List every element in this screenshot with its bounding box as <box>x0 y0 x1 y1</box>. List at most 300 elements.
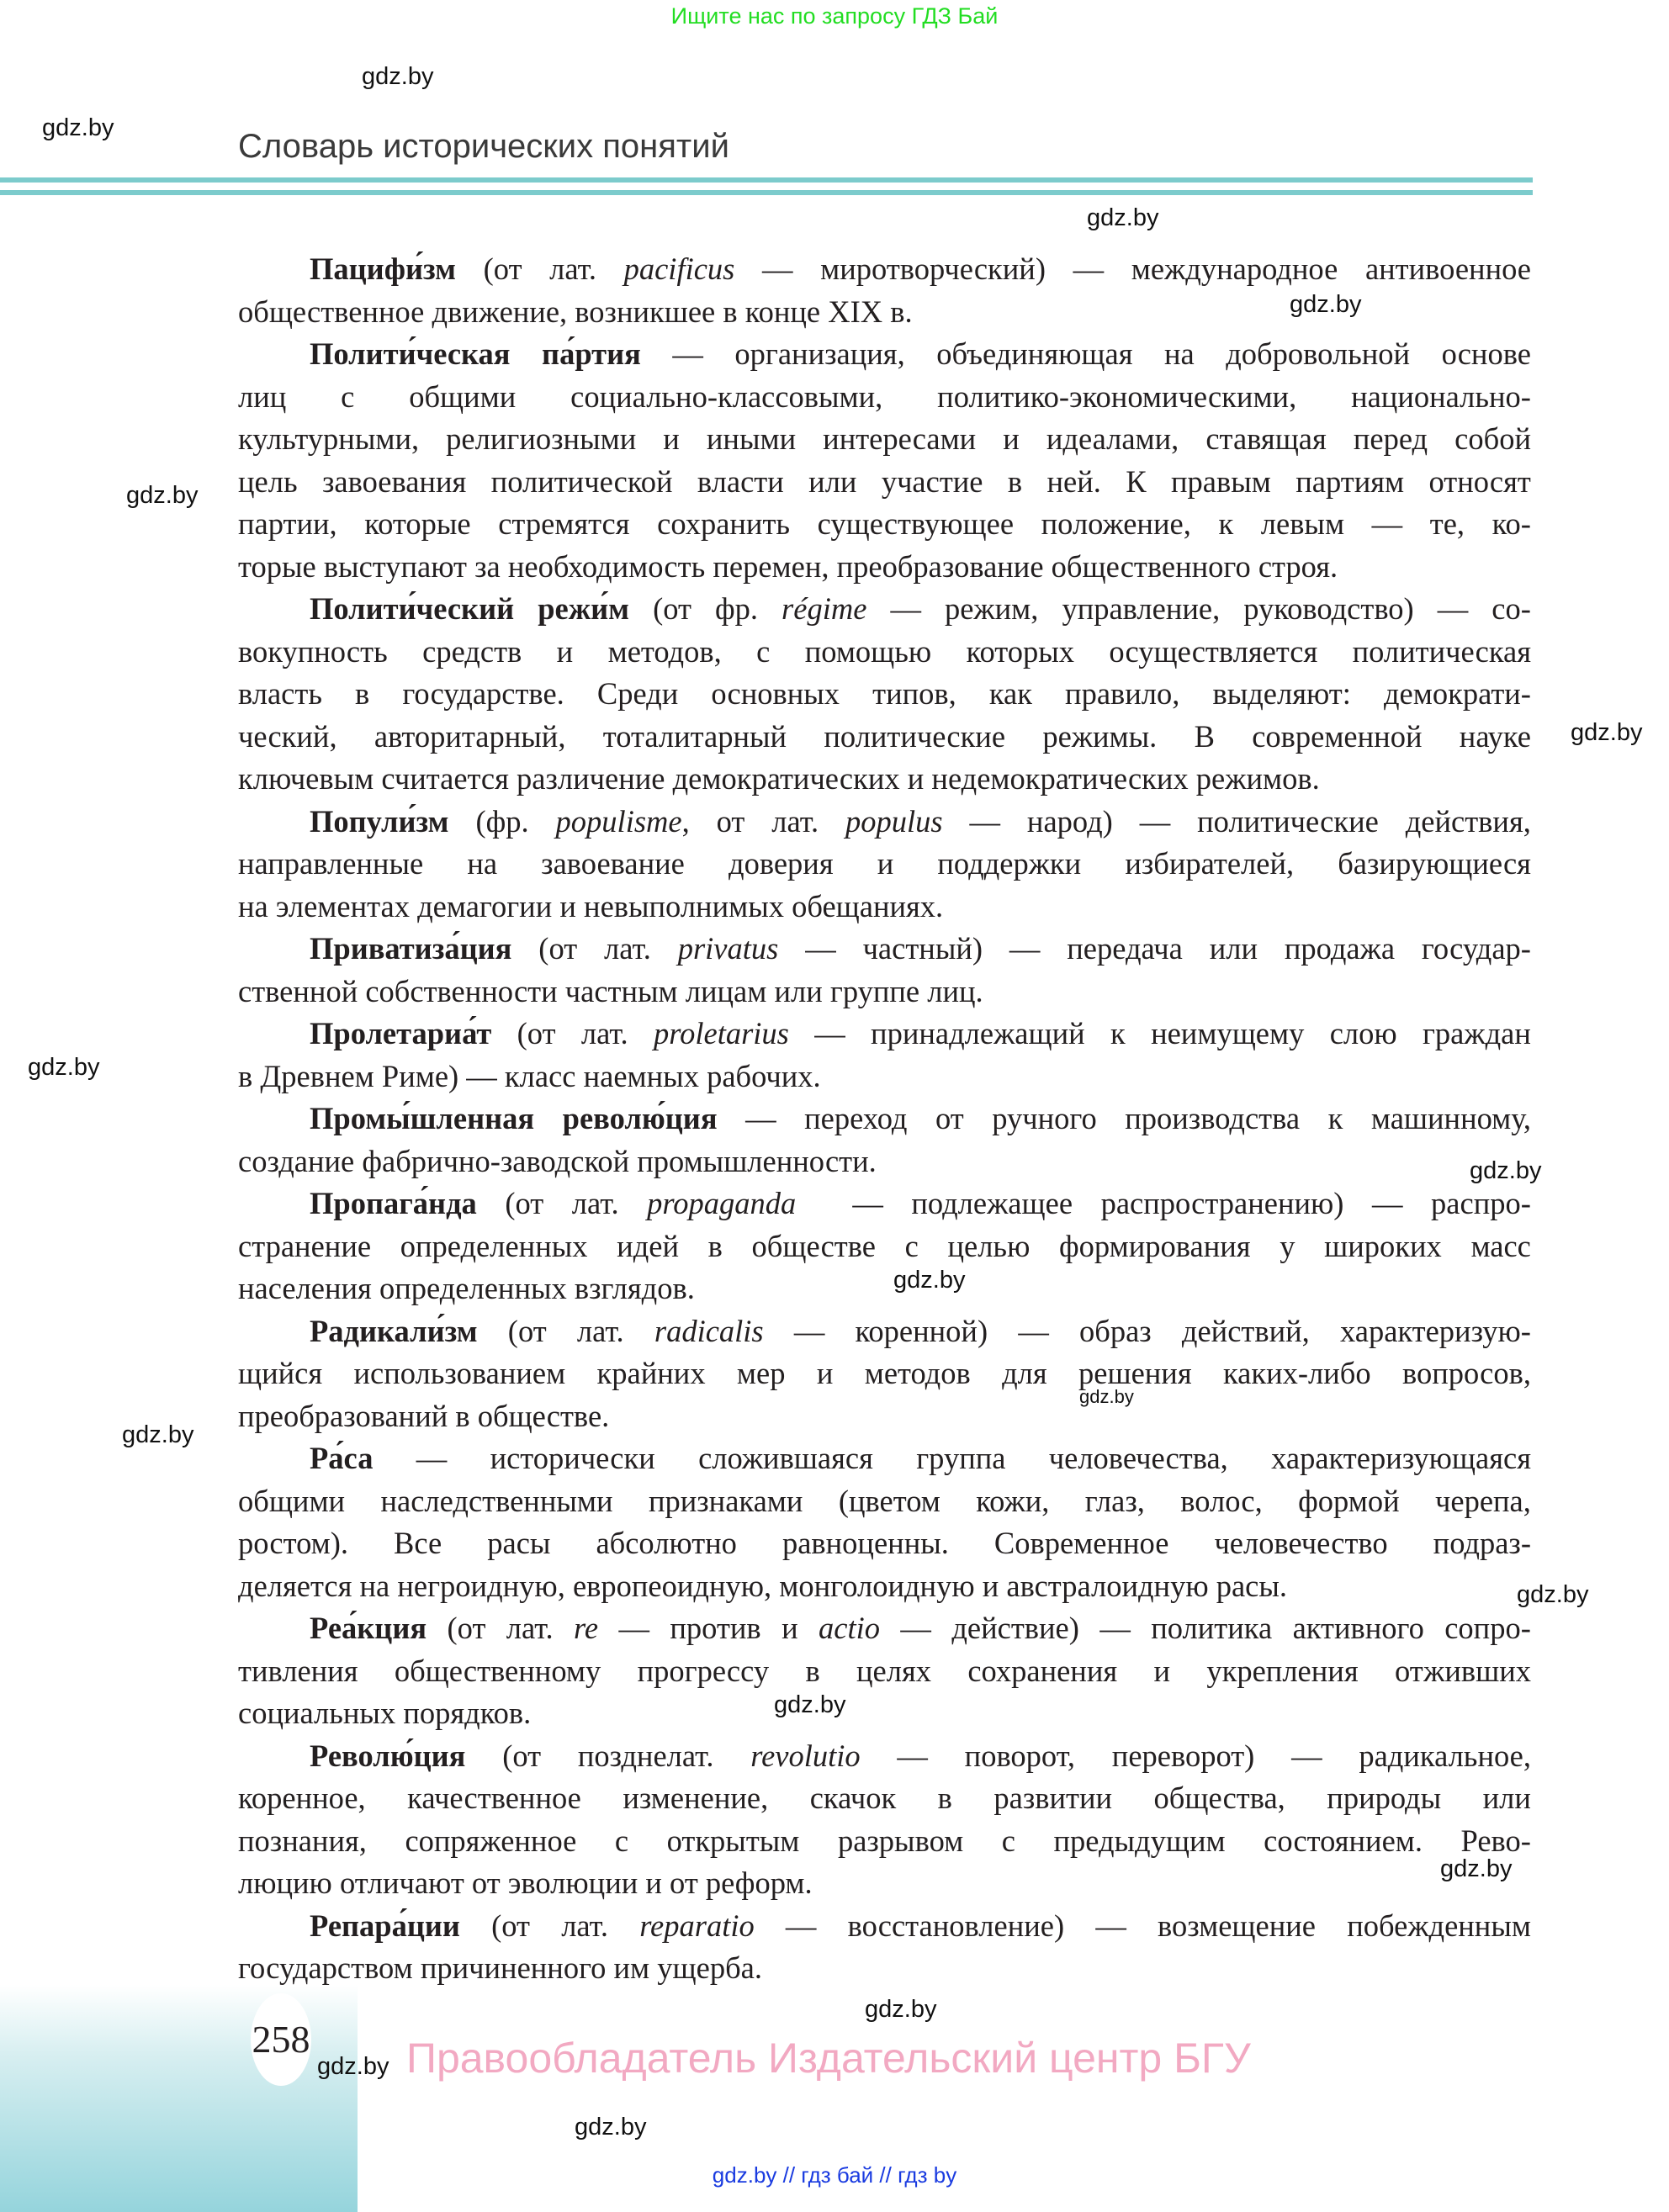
word-group <box>729 843 834 886</box>
entry-text: и <box>1153 1653 1171 1688</box>
word-group <box>1271 1437 1531 1480</box>
word-group <box>1285 928 1395 971</box>
entry-text: со- <box>1492 591 1531 626</box>
word-group <box>752 1225 876 1268</box>
entry-text: признаками <box>648 1483 803 1518</box>
word-group <box>951 1607 1079 1650</box>
word-group <box>400 1225 588 1268</box>
watermark: gdz.by <box>317 2053 389 2080</box>
entry-text: перед <box>1353 421 1428 456</box>
entry-text: государством причиненного им ущерба. <box>238 1950 762 1985</box>
entry-text: лат. <box>571 1186 619 1220</box>
entry-text: характеризующаяся <box>1271 1441 1531 1475</box>
word-group <box>672 333 703 376</box>
entry-text: (фр. <box>475 803 529 839</box>
entry-text: лат. <box>771 803 819 839</box>
entry-text: собой <box>1454 421 1531 456</box>
word-group <box>1046 418 1179 461</box>
entry-line <box>238 1140 1531 1183</box>
entry-text: распро- <box>1431 1186 1531 1220</box>
entry-text: — <box>852 1186 883 1220</box>
word-group <box>238 418 419 461</box>
word-group <box>698 1437 873 1480</box>
entry-text: и <box>556 633 574 669</box>
word-group <box>1164 333 1195 376</box>
word-group <box>965 1735 1075 1778</box>
entry-term: Репара́ции <box>310 1908 460 1943</box>
entry-text: и <box>877 846 894 881</box>
word-group <box>310 1013 491 1056</box>
entry-text: правило, <box>1065 676 1180 711</box>
entry-line <box>238 1692 1531 1735</box>
word-group <box>838 1820 963 1863</box>
header-divider <box>0 177 1533 183</box>
word-group <box>238 1777 366 1820</box>
header-divider <box>0 190 1533 195</box>
word-group <box>1371 1098 1531 1140</box>
entry-text: лиц <box>238 378 287 414</box>
entry-text: к <box>1327 1101 1343 1135</box>
entry-text: выделяют: <box>1212 676 1351 711</box>
entry-line <box>238 1098 1531 1140</box>
word-group <box>603 716 787 759</box>
entry-line <box>238 1607 1531 1650</box>
entry-text: лат. <box>604 931 651 966</box>
word-group <box>310 801 449 844</box>
entry-text: лат. <box>506 1611 554 1645</box>
entry-text: возмещение <box>1158 1908 1317 1943</box>
watermark: gdz.by <box>1079 1386 1134 1407</box>
glossary-entry <box>238 1437 1531 1607</box>
word-group <box>238 376 286 419</box>
entry-text: ческий, <box>238 718 337 754</box>
word-group <box>1027 801 1113 844</box>
word-group <box>967 631 1074 674</box>
entry-text: или <box>1482 1781 1531 1815</box>
word-group <box>310 588 514 631</box>
entry-text: создание фабрично-заводской промышленности. <box>238 1143 877 1178</box>
word-group <box>1018 1310 1049 1353</box>
word-group <box>639 1905 755 1948</box>
word-group <box>708 1225 723 1268</box>
etymology-word: actio <box>819 1611 881 1645</box>
word-group <box>310 333 511 376</box>
entry-term: режи́м <box>538 591 630 626</box>
entry-text: переворот) <box>1111 1738 1255 1773</box>
page-number: 258 <box>251 1993 311 2086</box>
word-group <box>734 333 904 376</box>
entry-text: избирателей, <box>1125 846 1295 881</box>
word-group <box>670 1607 760 1650</box>
entry-text: основных <box>711 676 840 711</box>
entry-term: Револю́ция <box>310 1738 466 1773</box>
entry-text: предыдущим <box>1053 1823 1226 1858</box>
glossary-entry <box>238 1607 1531 1735</box>
word-group <box>557 631 574 674</box>
entry-text: сохранить <box>657 506 791 541</box>
word-group <box>782 1522 949 1565</box>
word-group <box>897 1735 928 1778</box>
entry-text: радикальное, <box>1359 1738 1531 1773</box>
glossary-entry <box>238 1013 1531 1098</box>
entry-text: Рево- <box>1460 1823 1531 1858</box>
entry-text: решения <box>1078 1356 1192 1390</box>
entry-text: (от <box>491 1908 530 1943</box>
entry-text: формой <box>1298 1483 1400 1518</box>
watermark: gdz.by <box>1470 1157 1542 1184</box>
entry-text: частный) <box>862 931 983 966</box>
entry-text: подраз- <box>1433 1526 1531 1560</box>
word-group <box>409 376 516 419</box>
word-group <box>1372 503 1403 546</box>
word-group <box>1182 1310 1310 1353</box>
entry-line <box>238 546 1531 589</box>
entry-text: тивления <box>238 1653 358 1688</box>
word-group <box>1180 1480 1262 1523</box>
word-group <box>422 631 522 674</box>
word-group <box>238 1480 345 1523</box>
watermark: gdz.by <box>126 482 199 509</box>
word-group <box>1218 503 1233 546</box>
word-group <box>1101 1183 1344 1225</box>
entry-text: добровольной <box>1226 336 1411 371</box>
entry-text: (от <box>505 1186 544 1220</box>
entry-text: сохранения <box>967 1653 1118 1688</box>
entry-text: — <box>1139 803 1171 839</box>
entry-text: продажа <box>1284 931 1396 966</box>
entry-text: общими <box>409 378 517 414</box>
entry-text: в <box>1007 463 1023 499</box>
entry-term: па́ртия <box>542 336 641 371</box>
entry-line <box>238 248 1531 291</box>
entry-text: ключевым считается различение демократических и недемократических режимов. <box>238 761 1320 796</box>
glossary-entry <box>238 333 1531 588</box>
entry-text: — <box>785 1908 817 1943</box>
entry-text: распространению) <box>1100 1186 1344 1220</box>
entry-line <box>238 716 1531 759</box>
word-group <box>490 1437 655 1480</box>
word-group <box>667 1820 800 1863</box>
entry-text: ственной собственности частным лицам или группе лиц. <box>238 973 983 1008</box>
etymology-word: populisme <box>555 803 682 839</box>
word-group <box>1073 248 1105 291</box>
entry-text: власть <box>238 676 322 711</box>
entry-text: правым <box>1171 463 1271 499</box>
entry-text: отживших <box>1394 1653 1531 1688</box>
word-group <box>238 461 298 504</box>
glossary-body <box>238 248 1531 1990</box>
entry-text: социально-классовыми, <box>570 378 883 414</box>
word-group <box>697 461 784 504</box>
word-group <box>663 418 680 461</box>
word-group <box>597 673 678 716</box>
entry-text: современной <box>1252 718 1423 754</box>
entry-text: объединяющая <box>936 336 1133 371</box>
site-links[interactable]: gdz.by // гдз бай // гдз by <box>712 2162 957 2188</box>
word-group <box>1099 1607 1131 1650</box>
entry-text: прогрессу <box>637 1653 770 1688</box>
word-group <box>804 1098 907 1140</box>
word-group <box>1206 1650 1358 1693</box>
word-group <box>1131 248 1338 291</box>
entry-line <box>238 843 1531 886</box>
entry-text: (от <box>517 1016 556 1050</box>
entry-text: черепа, <box>1435 1483 1531 1518</box>
entry-text: против <box>670 1611 761 1645</box>
entry-term: револю́ция <box>562 1101 718 1135</box>
entry-text: организация, <box>734 336 905 371</box>
word-group <box>865 1352 971 1395</box>
entry-text: населения определенных взглядов. <box>238 1271 695 1305</box>
word-group <box>448 1607 486 1650</box>
entry-text: Современное <box>993 1526 1169 1560</box>
entry-text: социальных порядков. <box>238 1696 532 1730</box>
word-group <box>1223 1352 1371 1395</box>
entry-text: состоянием. <box>1264 1823 1423 1858</box>
word-group <box>717 801 745 844</box>
entry-text: иными <box>706 421 797 456</box>
word-group <box>967 1650 1117 1693</box>
word-group <box>745 1098 776 1140</box>
word-group <box>549 248 596 291</box>
entry-text: коренное, <box>238 1781 366 1815</box>
entry-text: машинному, <box>1370 1101 1531 1135</box>
entry-text: лат. <box>549 251 596 286</box>
entry-text: политика <box>1151 1611 1273 1645</box>
word-group <box>993 1777 1112 1820</box>
word-group <box>1126 461 1146 504</box>
watermark: gdz.by <box>1290 291 1362 318</box>
word-group <box>715 588 758 631</box>
word-group <box>756 631 770 674</box>
etymology-word: radicalis <box>654 1313 764 1348</box>
word-group <box>1347 1905 1531 1948</box>
word-group <box>322 461 466 504</box>
entry-text: (от <box>483 251 522 286</box>
word-group <box>1053 1820 1225 1863</box>
watermark: gdz.by <box>893 1267 966 1294</box>
entry-text: и <box>782 1611 798 1645</box>
entry-text: определенных <box>400 1228 588 1263</box>
word-group <box>1298 1480 1399 1523</box>
word-group <box>364 503 470 546</box>
glossary-entry <box>238 1735 1531 1905</box>
entry-text: В <box>1194 718 1215 754</box>
entry-text: характеризую- <box>1339 1313 1531 1348</box>
word-group <box>1243 588 1413 631</box>
entry-text: восстановление) <box>847 1908 1065 1943</box>
entry-text: — <box>1073 251 1105 286</box>
word-group <box>1454 418 1531 461</box>
copyright-notice: Правообладатель Издательский центр БГУ <box>406 2035 1251 2082</box>
word-group <box>467 843 497 886</box>
word-group <box>823 418 976 461</box>
word-group <box>617 1225 679 1268</box>
word-group <box>900 1607 931 1650</box>
entry-text: завоевание <box>541 846 685 881</box>
word-group <box>1460 716 1531 759</box>
word-group <box>1252 716 1422 759</box>
watermark: gdz.by <box>122 1421 194 1448</box>
etymology-word: revolutio <box>750 1738 861 1773</box>
entry-text: антивоенное <box>1364 251 1531 286</box>
entry-term: Промы́шленная <box>310 1101 535 1135</box>
entry-text: общественному <box>394 1653 601 1688</box>
word-group <box>238 631 388 674</box>
etymology-word: reparatio <box>639 1908 755 1943</box>
entry-text: — <box>1372 1186 1403 1220</box>
entry-text: ростом). <box>238 1526 349 1560</box>
entry-text: национально- <box>1351 378 1531 414</box>
entry-text: , <box>681 803 690 839</box>
word-group <box>1008 461 1022 504</box>
entry-line <box>238 928 1531 971</box>
word-group <box>1372 1183 1403 1225</box>
entry-text: с <box>341 378 355 414</box>
word-group <box>1210 928 1258 971</box>
word-group <box>882 461 983 504</box>
word-group <box>1384 673 1531 716</box>
glossary-entry <box>238 1905 1531 1990</box>
entry-line <box>238 376 1531 419</box>
entry-text: — <box>793 1313 825 1348</box>
search-banner: Ищите нас по запросу ГДЗ Бай <box>670 3 999 29</box>
entry-text: обществе <box>751 1228 876 1263</box>
entry-text: к <box>1110 1016 1126 1050</box>
entry-text: человечество <box>1214 1526 1388 1560</box>
word-group <box>877 843 894 886</box>
entry-text: природы <box>1327 1781 1442 1815</box>
word-group <box>572 1183 619 1225</box>
word-group <box>238 1352 322 1395</box>
entry-line <box>238 1013 1531 1056</box>
word-group <box>845 801 943 844</box>
word-group <box>238 1522 348 1565</box>
word-group <box>577 1310 624 1353</box>
entry-text: или <box>808 463 857 499</box>
word-group <box>782 1607 798 1650</box>
word-group <box>604 928 651 971</box>
entry-line <box>238 588 1531 631</box>
entry-term: Реа́кция <box>310 1611 427 1645</box>
entry-text: управление, <box>1062 591 1221 626</box>
etymology-word: propaganda <box>647 1186 797 1220</box>
page-title: Словарь исторических понятий <box>238 128 729 165</box>
word-group <box>1212 673 1350 716</box>
entry-text: — <box>897 1738 928 1773</box>
word-group <box>1330 1013 1397 1056</box>
entry-text: режим, <box>944 591 1039 626</box>
entry-text: религиозными <box>446 421 637 456</box>
entry-term: Радикали́зм <box>310 1313 478 1348</box>
entry-term: Полити́ческая <box>310 336 511 371</box>
entry-term: Попули́зм <box>310 803 449 839</box>
entry-text: и <box>1003 421 1020 456</box>
entry-text: граждан <box>1422 1016 1531 1050</box>
entry-text: режимы. <box>1042 718 1158 754</box>
word-group <box>310 928 511 971</box>
word-group <box>657 503 790 546</box>
word-group <box>678 928 779 971</box>
entry-text: государ- <box>1421 931 1531 966</box>
word-group <box>1359 1735 1531 1778</box>
entry-text: политическая <box>1352 633 1531 669</box>
entry-text: демократи- <box>1383 676 1531 711</box>
word-group <box>1154 1777 1285 1820</box>
word-group <box>1110 1013 1126 1056</box>
entry-text: международное <box>1131 251 1338 286</box>
watermark: gdz.by <box>575 2114 647 2141</box>
entry-line <box>238 886 1531 929</box>
word-group <box>1430 503 1465 546</box>
entry-line <box>238 971 1531 1013</box>
entry-text: широких <box>1324 1228 1442 1263</box>
entry-text: качественное <box>407 1781 581 1815</box>
word-group <box>872 673 956 716</box>
entry-text: (от <box>447 1611 486 1645</box>
word-group <box>1328 1098 1343 1140</box>
watermark: gdz.by <box>42 114 114 141</box>
entry-text: — <box>762 251 793 286</box>
word-group <box>538 588 629 631</box>
entry-line <box>238 1947 1531 1990</box>
entry-text: политические <box>1197 803 1379 839</box>
entry-text: исторически <box>490 1441 655 1475</box>
entry-text: передача <box>1067 931 1183 966</box>
word-group <box>238 503 337 546</box>
word-group <box>916 1437 1005 1480</box>
entry-text: с <box>1001 1823 1015 1858</box>
entry-text: власти <box>697 463 784 499</box>
entry-text: в Древнем Риме) — класс наемных рабочих. <box>238 1058 821 1093</box>
word-group <box>814 1013 845 1056</box>
entry-text: (от <box>538 931 578 966</box>
entry-text: изменение, <box>623 1781 769 1815</box>
glossary-entry <box>238 1183 1531 1310</box>
word-group <box>737 1352 786 1395</box>
entry-text: Все <box>394 1526 442 1560</box>
etymology-word: régime <box>782 591 867 626</box>
entry-line <box>238 1183 1531 1225</box>
glossary-entry <box>238 801 1531 929</box>
entry-text: которые <box>364 506 471 541</box>
word-group <box>1406 801 1531 844</box>
word-group <box>238 843 423 886</box>
entry-text: — <box>969 803 1000 839</box>
word-group <box>1154 1650 1171 1693</box>
entry-text: укрепления <box>1206 1653 1359 1688</box>
word-group <box>484 248 522 291</box>
word-group <box>1340 1310 1531 1353</box>
word-group <box>487 1522 550 1565</box>
word-group <box>638 1650 770 1693</box>
entry-text: направленные <box>238 846 424 881</box>
entry-text: ручного <box>992 1101 1097 1135</box>
entry-text: положение, <box>1041 506 1191 541</box>
entry-text: лат. <box>576 1313 624 1348</box>
entry-line <box>238 758 1531 801</box>
word-group <box>1125 843 1294 886</box>
entry-text: действие) <box>951 1611 1079 1645</box>
entry-text: группа <box>916 1441 1006 1475</box>
entry-text: ней. <box>1046 463 1101 499</box>
word-group <box>405 1820 576 1863</box>
entry-text: формирования <box>1059 1228 1251 1263</box>
word-group <box>1062 588 1220 631</box>
glossary-entry <box>238 1098 1531 1183</box>
word-group <box>810 1777 896 1820</box>
entry-text: идеалами, <box>1046 421 1179 456</box>
